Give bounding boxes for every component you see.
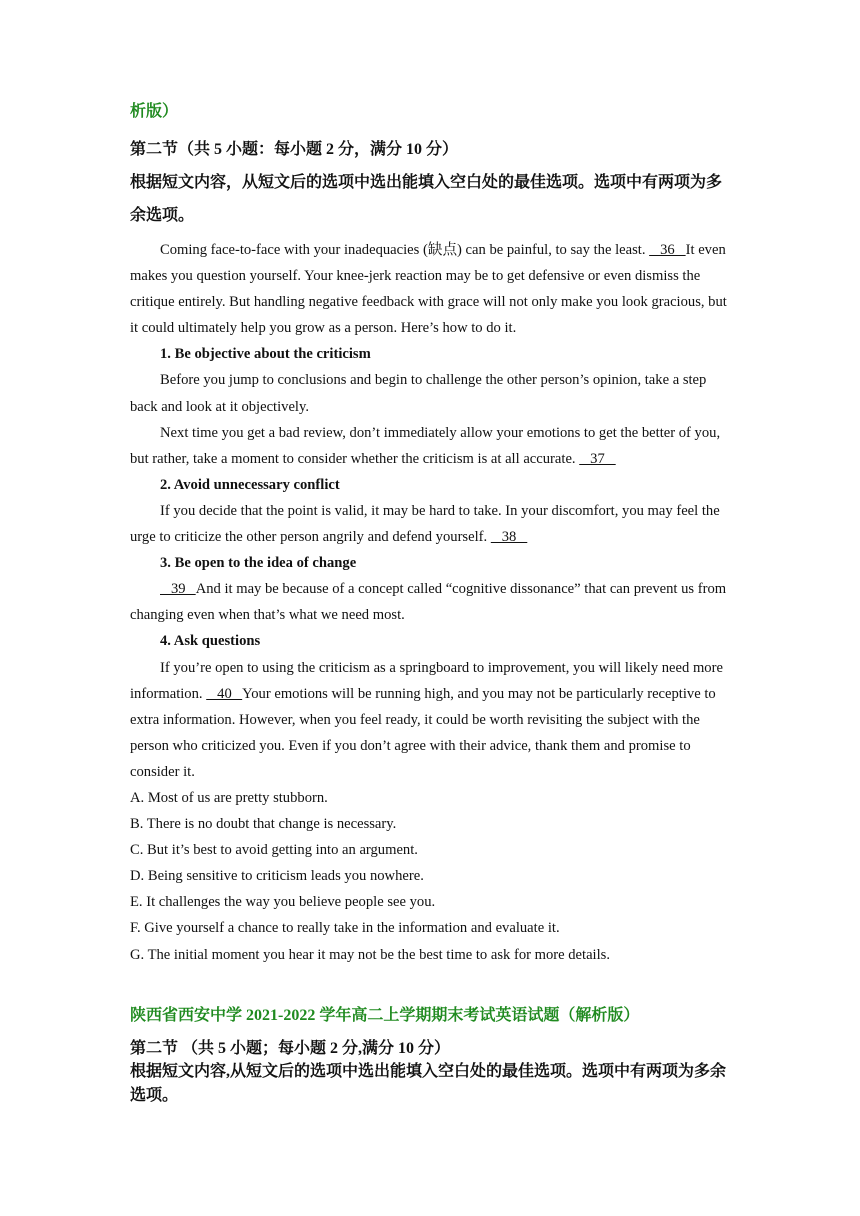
source-title-continued: 析版） (130, 103, 179, 120)
option-b: B. There is no doubt that change is necessary. (130, 816, 397, 833)
option-d: D. Being sensitive to criticism leads you nowhere. (130, 868, 424, 885)
instruction-text: 根据短文内容，从短文后的选项中选出能填入空白处的最佳选项。选项中有两项为多余选项。 (130, 174, 723, 224)
paragraph-5: 39 And it may be because of a concept called “cognitive dissonance” that can prevent us from changing even when that’s what we need most. (130, 581, 727, 624)
heading-4: 4. Ask questions (160, 633, 261, 650)
option-f: F. Give yourself a chance to really take in the information and evaluate it. (130, 920, 560, 937)
paragraph-2: Before you jump to conclusions and begin to challenge the other person’s opinion, take a step back and look at it objectively. (130, 372, 707, 415)
paragraph-3: Next time you get a bad review, don’t immediately allow your emotions to get the better of you, but rather, take a moment to consider whether the criticism is at all accurate. 37 (130, 424, 721, 467)
option-c: C. But it’s best to avoid getting into an argument. (130, 842, 418, 859)
paragraph-1: Coming face-to-face with your inadequacies (缺点) can be painful, to say the least. 36 It even makes you question yourself. Your knee-jerk reaction may be to get defensive or even dismiss the critique entirely. But handling negative feedback with grace will not only make you look gracious, but it could ultimately help you grow as a person. Here’s how to do it. (130, 242, 727, 337)
heading-2: 2. Avoid unnecessary conflict (160, 476, 340, 493)
section-header: 第二节（共 5 小题：每小题 2 分，满分 10 分） (130, 141, 459, 158)
blank-39: 39 (160, 581, 196, 598)
blank-37: 37 (579, 450, 616, 467)
paragraph-4: If you decide that the point is valid, it may be hard to take. In your discomfort, you may feel the urge to criticize the other person angrily and defend yourself. 38 (130, 502, 720, 546)
paragraph-6: If you’re open to using the criticism as a springboard to improvement, you will likely need more information. 40 Your emotions will be running high, and you may not be particularly receptive to extra information. However, when you feel ready, it could be worth revisiting the subject with the person who criticized you. Even if you don’t agree with their advice, thank them and promise to consider it. (130, 659, 723, 780)
source-title: 陕西省西安中学 2021-2022 学年高二上学期期末考试英语试题（解析版） (130, 1007, 640, 1024)
option-a: A. Most of us are pretty stubborn. (130, 789, 328, 806)
heading-1: 1. Be objective about the criticism (160, 346, 371, 363)
option-g: G. The initial moment you hear it may not be the best time to ask for more details. (130, 946, 610, 963)
heading-3: 3. Be open to the idea of change (160, 555, 357, 572)
next-section-header: 第二节 （共 5 小题；每小题 2 分,满分 10 分） (130, 1040, 451, 1057)
blank-36: 36 (649, 242, 686, 258)
blank-38: 38 (490, 529, 528, 546)
option-e: E. It challenges the way you believe people see you. (130, 894, 436, 911)
passage (130, 237, 730, 968)
next-instruction-text: 根据短文内容,从短文后的选项中选出能填入空白处的最佳选项。选项中有两项为多余选项。 (130, 1063, 727, 1104)
blank-40: 40 (206, 685, 243, 702)
